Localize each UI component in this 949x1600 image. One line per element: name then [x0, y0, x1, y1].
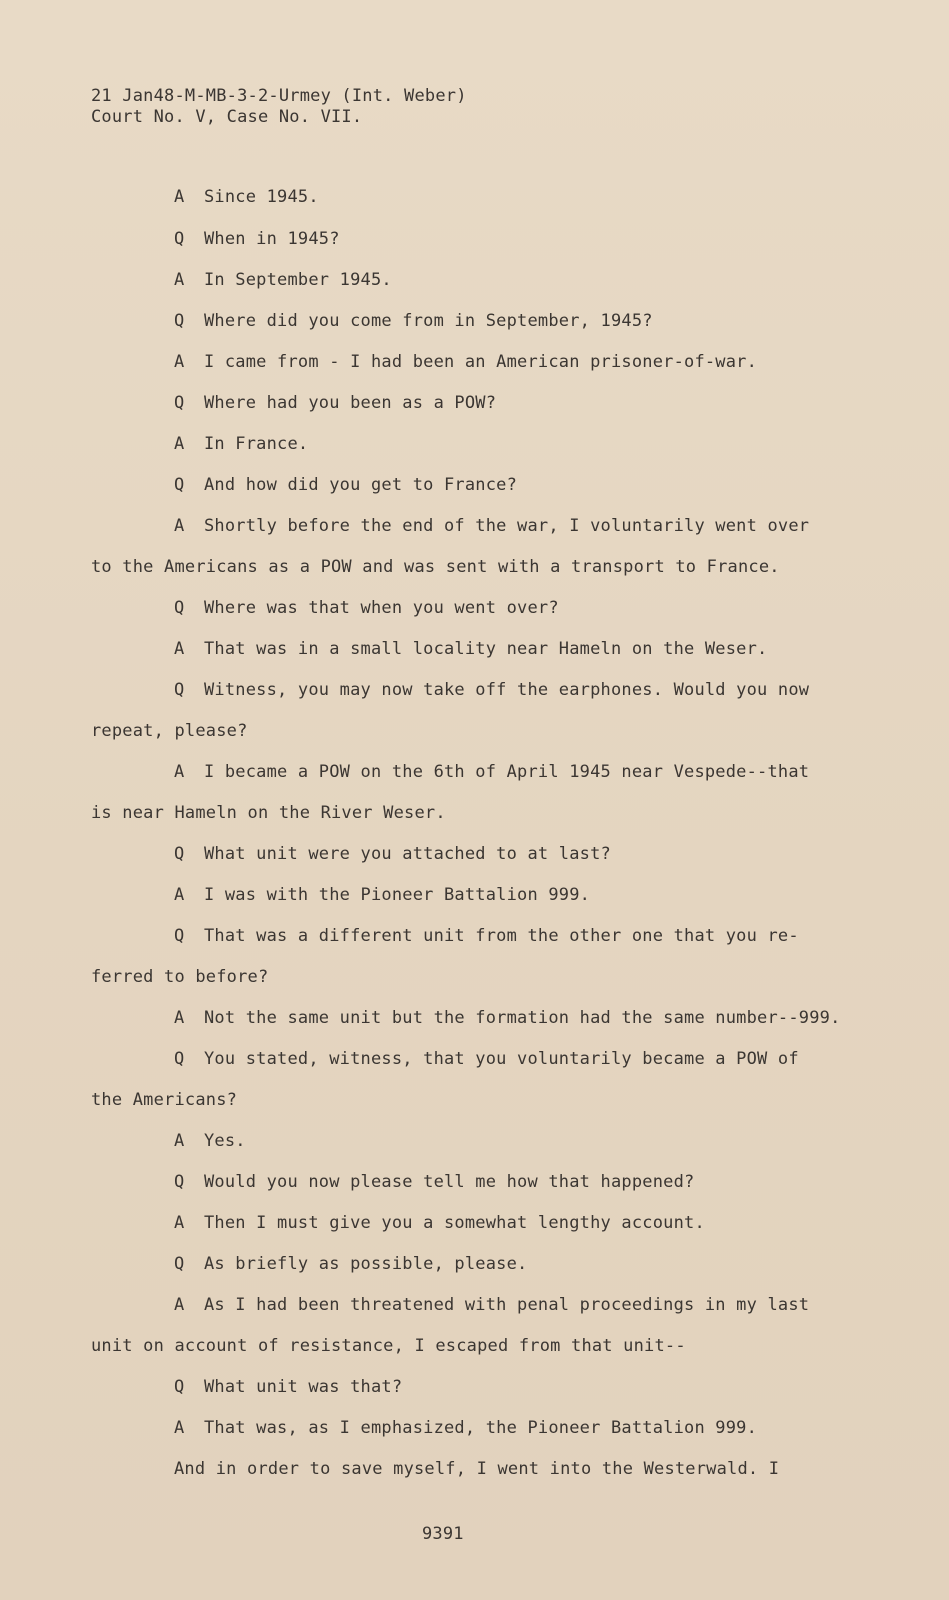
transcript-line	[174, 885, 590, 905]
line-text: Not the same unit but the formation had the same number--999.	[204, 1008, 841, 1028]
line-text: Yes.	[204, 1131, 246, 1151]
speaker-label: A	[174, 885, 185, 905]
speaker-label: A	[174, 1008, 185, 1028]
line-text: I became a POW on the 6th of April 1945 near Vespede--that	[204, 762, 810, 782]
line-text: That was, as I emphasized, the Pioneer Battalion 999.	[204, 1418, 758, 1438]
speaker-label: Q	[174, 844, 185, 864]
line-text: You stated, witness, that you voluntarily became a POW of	[204, 1049, 799, 1069]
speaker-label: Q	[174, 680, 185, 700]
speaker-label: Q	[174, 1049, 185, 1069]
line-text: Where did you come from in September, 1945?	[204, 311, 653, 331]
line-text: In September 1945.	[204, 270, 392, 290]
transcript-line	[174, 475, 517, 495]
transcript-line	[174, 1254, 527, 1274]
transcript-line	[174, 1008, 841, 1028]
speaker-label: A	[174, 434, 185, 454]
speaker-label: A	[174, 516, 185, 536]
transcript-line	[174, 229, 340, 249]
speaker-label: A	[174, 1213, 185, 1233]
line-text: I was with the Pioneer Battalion 999.	[204, 885, 591, 905]
transcript-line	[174, 926, 799, 946]
line-text: to the Americans as a POW and was sent with a transport to France.	[91, 557, 780, 577]
speaker-label: A	[174, 1418, 185, 1438]
transcript-line	[174, 844, 611, 864]
speaker-label: A	[174, 762, 185, 782]
transcript-line	[91, 721, 248, 741]
line-text: What unit were you attached to at last?	[204, 844, 611, 864]
line-text: When in 1945?	[204, 229, 340, 249]
speaker-label: Q	[174, 475, 185, 495]
line-text: And in order to save myself, I went into the Westerwald. I	[174, 1459, 780, 1479]
line-text: That was a different unit from the other one that you re-	[204, 926, 799, 946]
line-text: Where had you been as a POW?	[204, 393, 497, 413]
transcript-line	[174, 1377, 402, 1397]
speaker-label: A	[174, 352, 185, 372]
transcript-line	[174, 639, 767, 659]
line-text: Then I must give you a somewhat lengthy account.	[204, 1213, 705, 1233]
transcript-line	[174, 516, 809, 536]
transcript-line	[174, 1172, 694, 1192]
transcript-line	[174, 1418, 757, 1438]
speaker-label: A	[174, 270, 185, 290]
speaker-label: Q	[174, 598, 185, 618]
transcript-line	[91, 557, 780, 577]
page-number: 9391	[422, 1524, 464, 1544]
line-text: In France.	[204, 434, 309, 454]
header-line-2: Court No. V, Case No. VII.	[91, 107, 363, 127]
transcript-line	[174, 270, 392, 290]
transcript-line	[174, 352, 757, 372]
line-text: Would you now please tell me how that happened?	[204, 1172, 695, 1192]
transcript-line	[174, 598, 559, 618]
line-text: What unit was that?	[204, 1377, 403, 1397]
line-text: is near Hameln on the River Weser.	[91, 803, 446, 823]
speaker-label: A	[174, 1295, 185, 1315]
line-text: Witness, you may now take off the earphones. Would you now	[204, 680, 810, 700]
speaker-label: Q	[174, 229, 185, 249]
transcript-line	[174, 434, 308, 454]
transcript-line	[91, 1336, 686, 1356]
transcript-line	[174, 1213, 705, 1233]
line-text: Where was that when you went over?	[204, 598, 559, 618]
speaker-label: Q	[174, 926, 185, 946]
transcript-line	[174, 1295, 809, 1315]
speaker-label: A	[174, 187, 185, 207]
transcript-line	[174, 1049, 799, 1069]
transcript-line	[174, 311, 653, 331]
speaker-label: Q	[174, 1377, 185, 1397]
transcript-line	[174, 393, 496, 413]
transcript-line	[174, 1459, 779, 1479]
speaker-label: Q	[174, 1254, 185, 1274]
line-text: And how did you get to France?	[204, 475, 518, 495]
line-text: Shortly before the end of the war, I voluntarily went over	[204, 516, 810, 536]
line-text: That was in a small locality near Hameln on the Weser.	[204, 639, 768, 659]
transcript-line	[174, 680, 809, 700]
line-text: As I had been threatened with penal proceedings in my last	[204, 1295, 810, 1315]
transcript-line	[91, 967, 268, 987]
line-text: Since 1945.	[204, 187, 319, 207]
line-text: ferred to before?	[91, 967, 269, 987]
speaker-label: Q	[174, 311, 185, 331]
transcript-line	[174, 762, 809, 782]
speaker-label: A	[174, 1131, 185, 1151]
transcript-line	[174, 187, 319, 207]
line-text: repeat, please?	[91, 721, 248, 741]
header-line-1: 21 Jan48-M-MB-3-2-Urmey (Int. Weber)	[91, 86, 467, 106]
transcript-line	[91, 803, 446, 823]
transcript-line	[91, 1090, 237, 1110]
speaker-label: A	[174, 639, 185, 659]
line-text: the Americans?	[91, 1090, 238, 1110]
speaker-label: Q	[174, 1172, 185, 1192]
line-text: unit on account of resistance, I escaped from that unit--	[91, 1336, 686, 1356]
transcript-line	[174, 1131, 246, 1151]
speaker-label: Q	[174, 393, 185, 413]
line-text: I came from - I had been an American prisoner-of-war.	[204, 352, 758, 372]
line-text: As briefly as possible, please.	[204, 1254, 528, 1274]
